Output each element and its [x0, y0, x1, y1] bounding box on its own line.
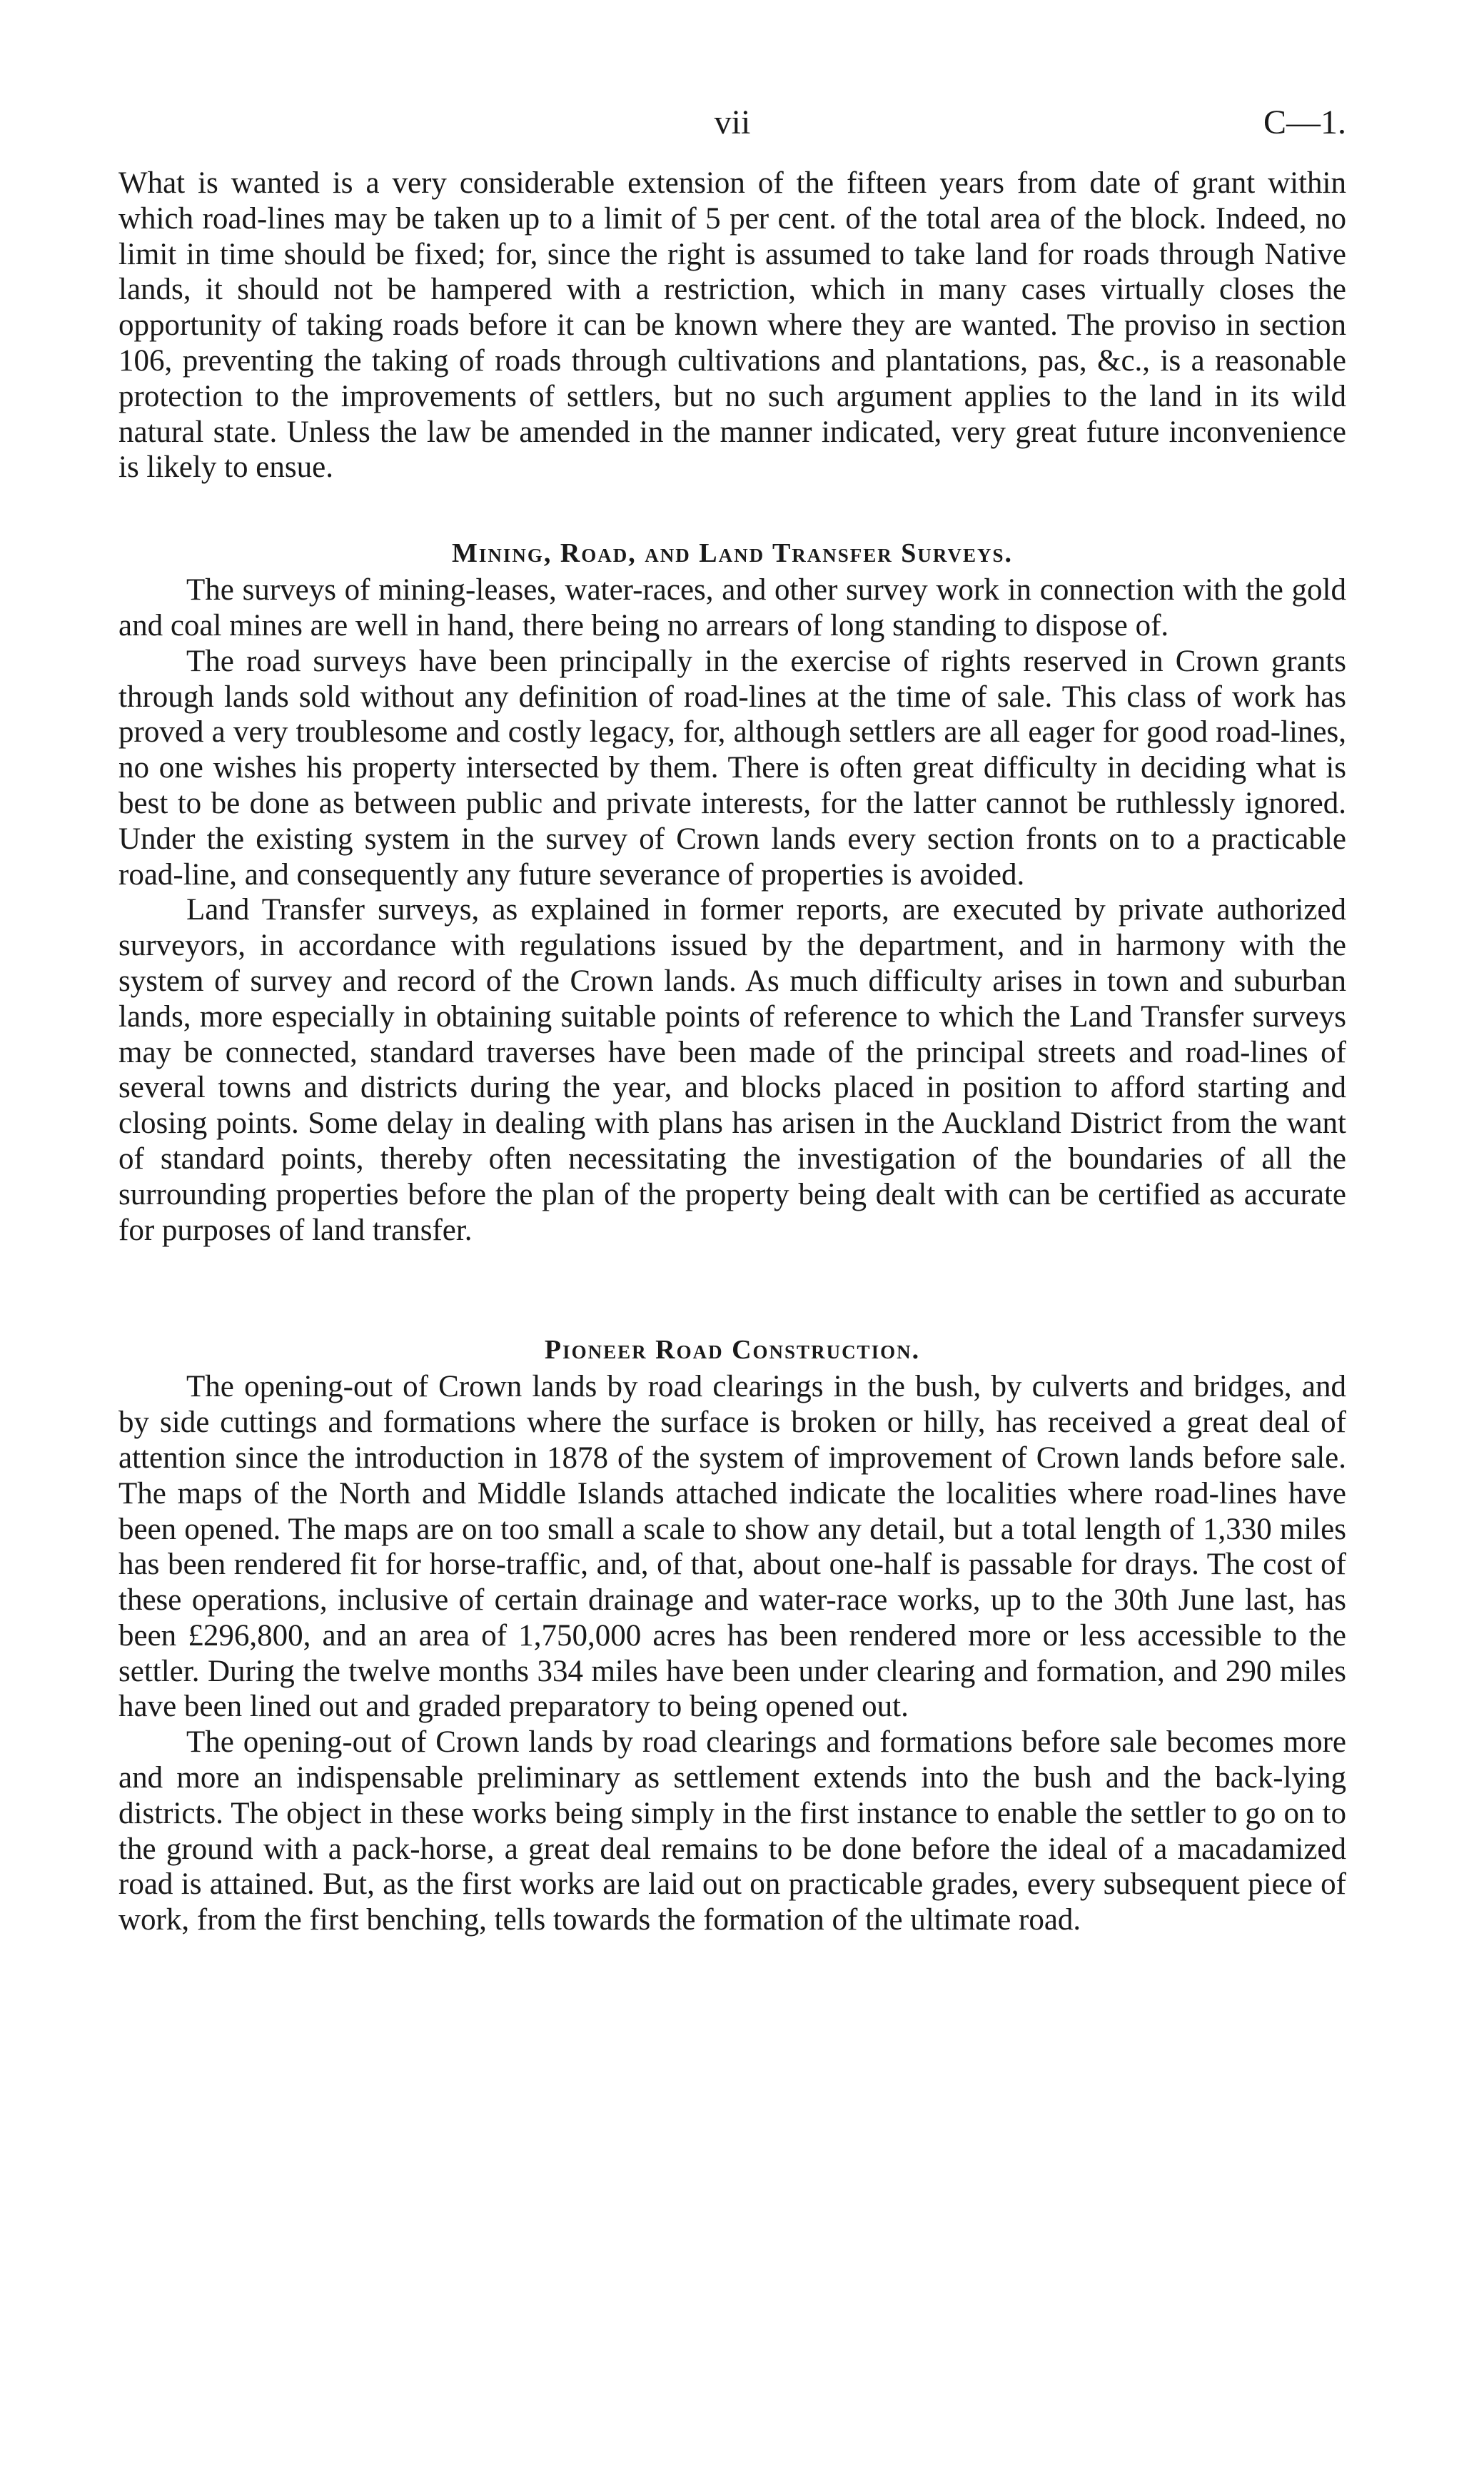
paragraph-opening-out: The opening-out of Crown lands by road clearings and formations before sale becomes more and more an indispensable preliminary as settlement extends into the bush and the back-lying districts. The object in these works being simply in the first instance to enable the settler to go on to the ground with a pack-horse, a great deal remains to be done before the ideal of a macadamized road is attained. But, as the first works are laid out on practicable grades, every subsequent piece of work, from the first benching, tells towards the formation of the ultimate road. [118, 1725, 1346, 1937]
page-number: vii [714, 104, 751, 141]
page-body [118, 166, 1346, 1938]
intro-paragraph: What is wanted is a very considerable extension of the fifteen years from date of grant within which road-lines may be taken up to a limit of 5 per cent. of the total area of the block. Indeed, no limit in time should be fixed; for, since the right is assumed to take land for roads through Native lands, it should not be hampered with a restriction, which in many cases virtually closes the opportunity of taking roads before it can be known where they are wanted. The proviso in section 106, preventing the taking of roads through cultivations and plantations, pas, &c., is a reasonable protection to the improvements of settlers, but no such argument applies to the land in its wild natural state. Unless the law be amended in the manner indicated, very great future inconvenience is likely to ensue. [118, 166, 1346, 485]
section-heading-pioneer-roads: Pioneer Road Construction. [544, 1335, 921, 1366]
document-reference: C—1. [1263, 104, 1346, 141]
section-heading-surveys: Mining, Road, and Land Transfer Surveys. [451, 538, 1014, 569]
paragraph-road-clearings: The opening-out of Crown lands by road clearings in the bush, by culverts and bridges, and by side cuttings and formations where the surface is broken or hilly, has received a great deal of attention since the introduction in 1878 of the system of improvement of Crown lands before sale. The maps of the North and Middle Islands attached indicate the localities where road-lines have been opened. The maps are on too small a scale to show any detail, but a total length of 1,330 miles has been rendered fit for horse-traffic, and, of that, about one-half is passable for drays. The cost of these operations, inclusive of certain drainage and water-race works, up to the 30th June last, has been £296,800, and an area of 1,750,000 acres has been rendered more or less accessible to the settler. During the twelve months 334 miles have been under clearing and formation, and 290 miles have been lined out and graded preparatory to being opened out. [118, 1370, 1346, 1724]
page-header [118, 101, 1346, 144]
paragraph-mining-surveys: The surveys of mining-leases, water-races, and other survey work in connection with the gold and coal mines are well in hand, there being no arrears of long standing to dispose of. [118, 573, 1346, 642]
paragraph-land-transfer-surveys: Land Transfer surveys, as explained in former reports, are executed by private authorized surveyors, in accordance with regulations issued by the department, and in harmony with the system of survey and record of the Crown lands. As much difficulty arises in town and suburban lands, more especially in obtaining suitable points of reference to which the Land Transfer surveys may be connected, standard traverses have been made of the principal streets and road-lines of several towns and districts during the year, and blocks placed in position to afford starting and closing points. Some delay in dealing with plans has arisen in the Auckland District from the want of standard points, thereby often necessitating the investigation of the boundaries of all the surrounding properties before the plan of the property being dealt with can be certified as accurate for purposes of land transfer. [118, 893, 1346, 1247]
paragraph-road-surveys: The road surveys have been principally in the exercise of rights reserved in Crown grants through lands sold without any definition of road-lines at the time of sale. This class of work has proved a very troublesome and costly legacy, for, although settlers are all eager for good road-lines, no one wishes his property intersected by them. There is often great difficulty in deciding what is best to be done as between public and private interests, for the latter cannot be ruthlessly ignored. Under the existing system in the survey of Crown lands every section fronts on to a practicable road-line, and consequently any future severance of properties is avoided. [118, 644, 1346, 892]
